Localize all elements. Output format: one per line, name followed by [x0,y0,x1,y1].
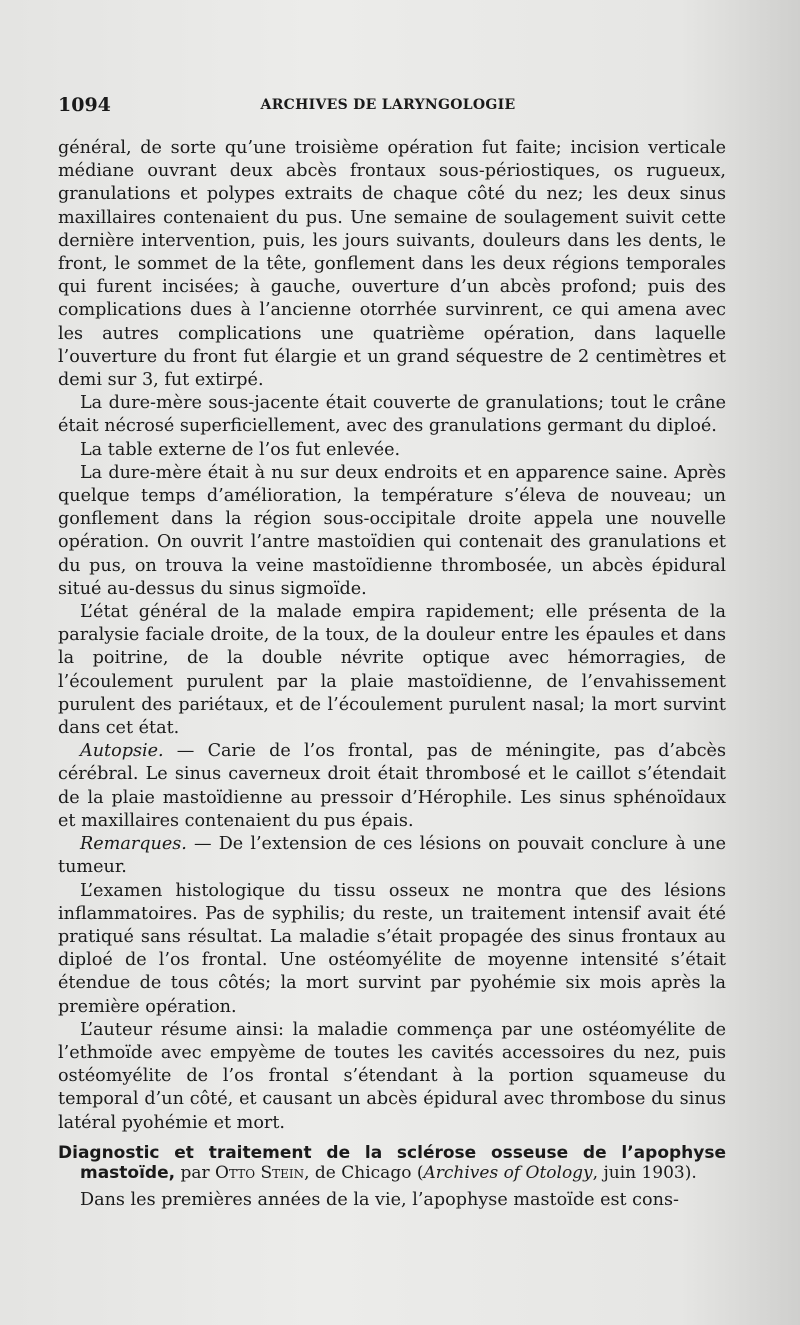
paragraph-2: La dure-mère sous-jacente était couverte de granulations; tout le crâne était nécrosé superficiellement, avec des granulations germant du diploé. [58,393,726,437]
paragraph-8: L’examen histologique du tissu osseux ne montra que des lésions inflammatoires. Pas de syphilis; du reste, un traitement intensif avait été pratiqué sans résultat. La maladie s’était propagée des sinus frontaux au diploé de l’os frontal. Une ostéomyélite de moyenne intensité s’était étendue de tous côtés; la mort survint par pyohémie six mois après la première opération. [58,880,726,1017]
remarques-text: — De l’extension de ces lésions on pouvait conclure à une tumeur. [58,834,726,878]
paragraph-5: L’état général de la malade empira rapidement; elle présenta de la paralysie faciale droite, de la toux, de la douleur entre les épaules et dans la poitrine, de la double névrite optique avec hémorragies, de l’écoulement purulent par la plaie mastoïdienne, de l’envahissement purulent des pariétaux, et de l’écoulement purulent nasal; la mort survint dans cet état. [58,602,726,739]
running-title: ARCHIVES DE LARYNGOLOGIE [260,97,516,113]
article-journal: Archives of Otology [423,1162,593,1183]
paragraph-9: L’auteur résume ainsi: la maladie commença par une ostéomyélite de l’ethmoïde avec empyème de toutes les cavités accessoires du nez, puis ostéomyélite de l’os frontal s’étendant à la portion squameuse du temporal d’un côté, et causant un abcès épidural avec thrombose du sinus latéral pyohémie et mort. [58,1019,726,1133]
article-by: par [175,1162,216,1183]
remarques-label: Remarques. [80,834,187,855]
body-text [58,137,726,1212]
paragraph-remarques [58,833,726,879]
paragraph-1: général, de sorte qu’une troisième opération fut faite; incision verticale médiane ouvrant deux abcès frontaux sous-périostiques, os rugueux, granulations et polypes extraits de chaque côté du nez; les deux sinus maxillaires contenaient du pus. Une semaine de soulagement suivit cette dernière intervention, puis, les jours suivants, douleurs dans les dents, le front, le sommet de la tête, gonflement dans les deux régions temporales qui furent incisées; à gauche, ouverture d’un abcès profond; puis des complications dues à l’ancienne otorrhée survinrent, ce qui amena avec les autres complications une quatrième opération, dans laquelle l’ouverture du front fut élargie et un grand séquestre de 2 centimètres et demi sur 3, fut extirpé. [58,138,726,391]
page-number: 1094 [58,94,111,116]
article-heading [58,1143,726,1183]
page-header [58,94,718,118]
paragraph-4: La dure-mère était à nu sur deux endroits et en apparence saine. Après quelque temps d’amélioration, la température s’éleva de nouveau; un gonflement dans la région sous-occipitale droite appela une nouvelle opération. On ouvrit l’antre mastoïdien qui contenait des granulations et du pus, on trouva la veine mastoïdienne thrombosée, un abcès épidural situé au-dessus du sinus sigmoïde. [58,462,726,599]
article-author: Otto Stein [215,1162,305,1183]
paragraph-3: La table externe de l’os fut enlevée. [80,439,401,460]
article-place: , de Chicago ( [304,1162,424,1183]
autopsie-label: Autopsie. [80,741,164,762]
autopsie-text: — Carie de l’os frontal, pas de méningite, pas d’abcès cérébral. Le sinus caverneux droit était thrombosé et le caillot s’étendait de la plaie mastoïdienne au pressoir d’Hérophile. Les sinus sphénoïdaux et maxillaires contenaient du pus épais. [58,741,726,831]
article-date: , juin 1903). [592,1162,697,1183]
article-title: Diagnostic et traitement de la sclérose osseuse de l’apophyse mastoïde, [58,1142,726,1183]
paragraph-autopsie [58,740,726,833]
article-first-line: Dans les premières années de la vie, l’apophyse mastoïde est cons- [80,1189,679,1210]
